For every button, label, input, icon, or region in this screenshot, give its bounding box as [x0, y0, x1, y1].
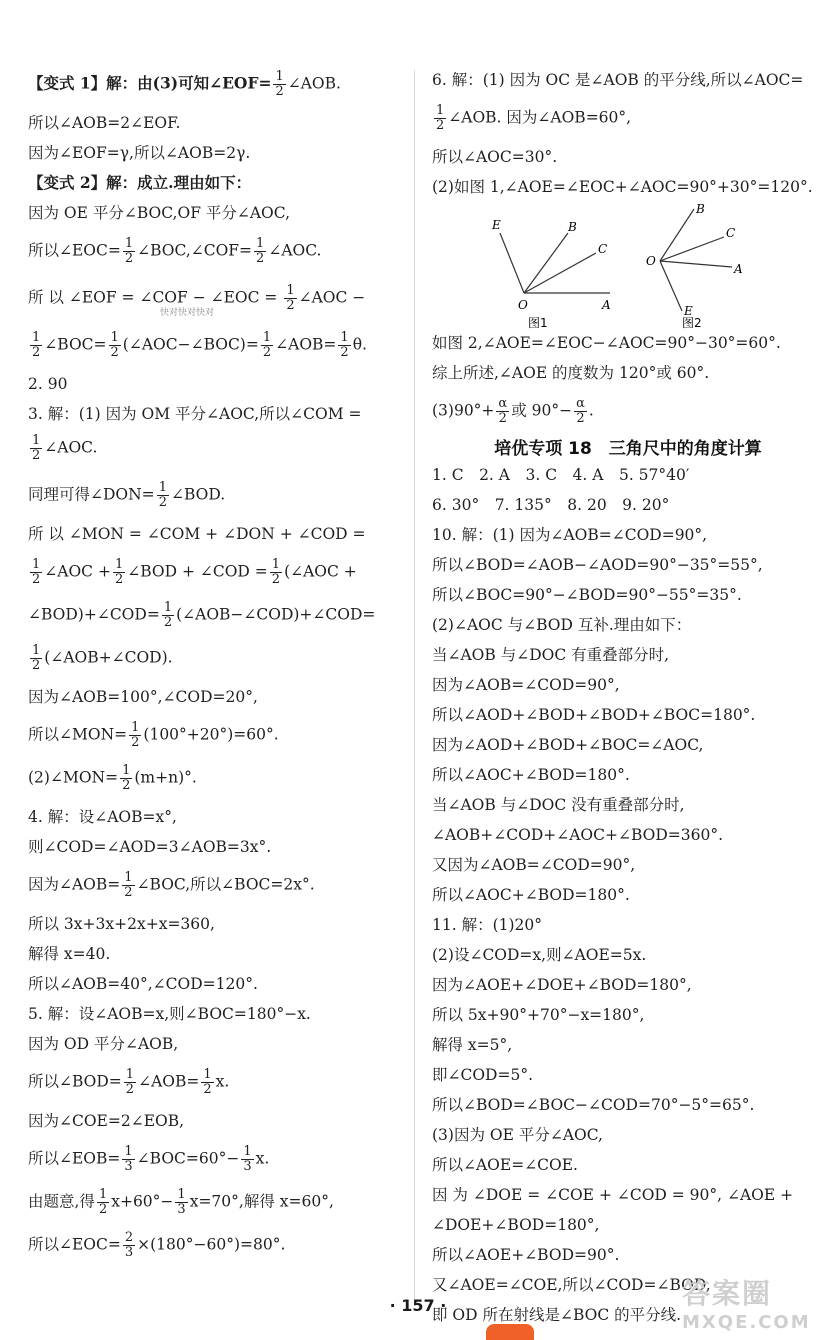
text-line: 综上所述,∠AOE 的度数为 120°或 60°.	[432, 364, 710, 382]
text-line: (2)如图 1,∠AOE=∠EOC+∠AOC=90°+30°=120°.	[432, 178, 813, 196]
text-line: 解得 x=40.	[28, 945, 111, 963]
text-line: 当∠AOB 与∠DOC 有重叠部分时,	[432, 646, 670, 664]
text-line: 所以∠BOD=∠AOB−∠AOD=90°−35°=55°,	[432, 556, 763, 574]
fig2-ray-OA	[660, 261, 732, 267]
text-line: $\frac{1}{2}$ ∠AOB. 因为∠AOB=60°,	[436, 104, 632, 133]
fig2-label-C: C	[726, 226, 736, 240]
text-line: (3)因为 OE 平分∠AOC,	[432, 1126, 603, 1144]
text-line: 因为 OD 平分∠AOB,	[28, 1035, 179, 1053]
watermark-title: 答案圈	[682, 1277, 773, 1310]
text-line: 所以∠AOC=30°.	[432, 148, 558, 166]
answer-5-line: 5. 解：设∠AOB=x,则∠BOC=180°−x.	[28, 1005, 311, 1023]
text-line: $\frac{1}{2}$ ∠AOC.	[32, 434, 98, 463]
page-tab	[486, 1324, 534, 1340]
text-line: 所以∠AOC+∠BOD=180°.	[432, 766, 630, 784]
text-line: 所以∠EOC= $\frac{2}{3}$ ×(180°−60°)=80°.	[28, 1231, 286, 1260]
right-column	[432, 70, 824, 1325]
text-line: 所以∠MON= $\frac{1}{2}$ (100°+20°)=60°.	[28, 721, 279, 750]
text-line: $\frac{1}{2}$ (∠AOB+∠COD).	[32, 644, 173, 673]
fig2-ray-OE	[660, 261, 682, 311]
text-line: 即∠COD=5°.	[432, 1066, 534, 1084]
answer-10-line: 10. 解：(1) 因为∠AOB=∠COD=90°,	[432, 526, 708, 544]
text-line: 所以∠EOB= $\frac{1}{3}$ ∠BOC=60°− $\frac{1}{3}$ x.	[28, 1145, 270, 1174]
answer-6-line: 6. 解：(1) 因为 OC 是∠AOB 的平分线,所以∠AOC=	[432, 71, 804, 89]
text-line: 所以∠BOD=∠BOC−∠COD=70°−5°=65°.	[432, 1096, 755, 1114]
answer-11-line: 11. 解：(1)20°	[432, 916, 543, 934]
choice-answers: 1. C 2. A 3. C 4. A 5. 57°40′	[432, 466, 690, 484]
text-line: 因为∠AOB= $\frac{1}{2}$ ∠BOC,所以∠BOC=2x°.	[28, 871, 315, 900]
site-watermark	[682, 1272, 822, 1332]
fig2-ray-OC	[660, 237, 724, 261]
variant-1-line: 【变式 1】解：由(3)可知∠EOF= $\frac{1}{2}$ ∠AOB.	[28, 70, 341, 99]
text-line: 因为 OE 平分∠BOC,OF 平分∠AOC,	[28, 204, 290, 222]
text-line: 所以 3x+3x+2x+x=360,	[28, 915, 215, 933]
figure-1	[491, 218, 611, 330]
text-line: 即 OD 所在射线是∠BOC 的平分线.	[432, 1306, 682, 1324]
text-line: 当∠AOB 与∠DOC 没有重叠部分时,	[432, 796, 685, 814]
fig1-label-A: A	[602, 298, 611, 312]
text-line: ∠DOE+∠BOD=180°,	[432, 1216, 600, 1234]
text-line: 因为∠AOB=∠COD=90°,	[432, 676, 620, 694]
text-line: 所以∠AOE=∠COE.	[432, 1156, 578, 1174]
variant-2-line: 【变式 2】解：成立.理由如下：	[28, 173, 252, 192]
fig1-label-O: O	[518, 298, 528, 312]
watermark-url: MXQE.COM	[682, 1312, 811, 1333]
fig2-label-A: A	[734, 262, 743, 276]
figure-2	[646, 203, 743, 330]
fig1-ray-OB	[524, 233, 568, 293]
page-number: · 157 ·	[389, 1296, 447, 1315]
text-line: 则∠COD=∠AOD=3∠AOB=3x°.	[28, 838, 272, 856]
answer-4-line: 4. 解：设∠AOB=x°,	[28, 808, 177, 826]
fill-answers: 6. 30° 7. 135° 8. 20 9. 20°	[432, 496, 670, 514]
text-line: 又∠AOE=∠COE,所以∠COD=∠BOD,	[432, 1276, 711, 1294]
text-line: 因为∠AOD+∠BOD+∠BOC=∠AOC,	[432, 736, 704, 754]
text-line: (3)90°+ $\frac{\alpha}{2}$ 或 90°− $\frac{\alpha}{2}$ .	[432, 397, 594, 426]
text-line: 所 以 ∠EOF = ∠COF − ∠EOC = $\frac{1}{2}$ ∠AOC −	[28, 284, 366, 313]
text-line: 因为∠COE=2∠EOB,	[28, 1112, 185, 1130]
text-line: 因 为 ∠DOE = ∠COE + ∠COD = 90°, ∠AOE +	[432, 1186, 794, 1204]
fig1-label-B: B	[568, 220, 577, 234]
text-line: ∠AOB+∠COD+∠AOC+∠BOD=360°.	[432, 826, 724, 844]
text-line: 解得 x=5°,	[432, 1036, 513, 1054]
text-line: 所以∠BOC=90°−∠BOD=90°−55°=35°.	[432, 586, 742, 604]
angle-figures	[432, 203, 824, 333]
text-line: 如图 2,∠AOE=∠EOC−∠AOC=90°−30°=60°.	[432, 334, 781, 352]
text-line: 由题意,得 $\frac{1}{2}$ x+60°− $\frac{1}{3}$ x=70°,解得 x=60°,	[28, 1188, 334, 1217]
fig1-caption: 图1	[528, 316, 548, 330]
section-title: 培优专项 18 三角尺中的角度计算	[494, 439, 762, 459]
fig2-label-O: O	[646, 254, 656, 268]
text-line: 所以∠AOE+∠BOD=90°.	[432, 1246, 620, 1264]
text-line: 因为∠EOF=γ,所以∠AOB=2γ.	[28, 144, 251, 162]
answer-2: 2. 90	[28, 375, 68, 393]
text-line: 所以∠AOD+∠BOD+∠BOD+∠BOC=180°.	[432, 706, 756, 724]
text-line: 所以 5x+90°+70°−x=180°,	[432, 1006, 645, 1024]
text-line: (2)∠MON= $\frac{1}{2}$ (m+n)°.	[28, 764, 197, 793]
text-line: $\frac{1}{2}$ ∠BOC= $\frac{1}{2}$ (∠AOC−∠BOC)= $\frac{1}{2}$ ∠AOB= $\frac{1}{2}$ θ.	[32, 331, 367, 360]
text-line: 所以∠AOB=40°,∠COD=120°.	[28, 975, 258, 993]
fig1-label-C: C	[598, 242, 608, 256]
text-line: 所 以 ∠MON = ∠COM + ∠DON + ∠COD =	[28, 525, 366, 543]
fig1-label-E: E	[492, 218, 501, 232]
fig1-ray-OE	[500, 233, 524, 293]
text-line: (2)设∠COD=x,则∠AOE=5x.	[432, 946, 647, 964]
fig2-label-B: B	[696, 203, 705, 216]
column-divider	[414, 70, 415, 1300]
fig1-ray-OC	[524, 253, 596, 293]
figures-svg	[432, 203, 812, 333]
text-line: $\frac{1}{2}$ ∠AOC + $\frac{1}{2}$ ∠BOD + ∠COD = $\frac{1}{2}$ (∠AOC +	[32, 558, 357, 587]
text-line: 因为∠AOB=100°,∠COD=20°,	[28, 688, 258, 706]
fig2-ray-OB	[660, 209, 694, 261]
text-line: 所以∠AOB=2∠EOF.	[28, 114, 181, 132]
text-line: 所以∠BOD= $\frac{1}{2}$ ∠AOB= $\frac{1}{2}$ x.	[28, 1068, 230, 1097]
text-line: 又因为∠AOB=∠COD=90°,	[432, 856, 636, 874]
text-line: ∠BOD)+∠COD= $\frac{1}{2}$ (∠AOB−∠COD)+∠COD=	[28, 601, 376, 630]
text-line: (2)∠AOC 与∠BOD 互补.理由如下：	[432, 616, 692, 634]
text-line: 所以∠AOC+∠BOD=180°.	[432, 886, 630, 904]
text-line: 所以∠EOC= $\frac{1}{2}$ ∠BOC,∠COF= $\frac{1}{2}$ ∠AOC.	[28, 237, 322, 266]
text-line: 同理可得∠DON= $\frac{1}{2}$ ∠BOD.	[28, 481, 226, 510]
fig2-label-E: E	[684, 304, 693, 318]
left-column	[28, 70, 400, 1260]
answer-3-line: 3. 解：(1) 因为 OM 平分∠AOC,所以∠COM =	[28, 405, 362, 423]
stamp-text: 快对快对快对	[160, 308, 215, 318]
fig2-caption: 图2	[682, 316, 702, 330]
text-line: 因为∠AOE+∠DOE+∠BOD=180°,	[432, 976, 692, 994]
